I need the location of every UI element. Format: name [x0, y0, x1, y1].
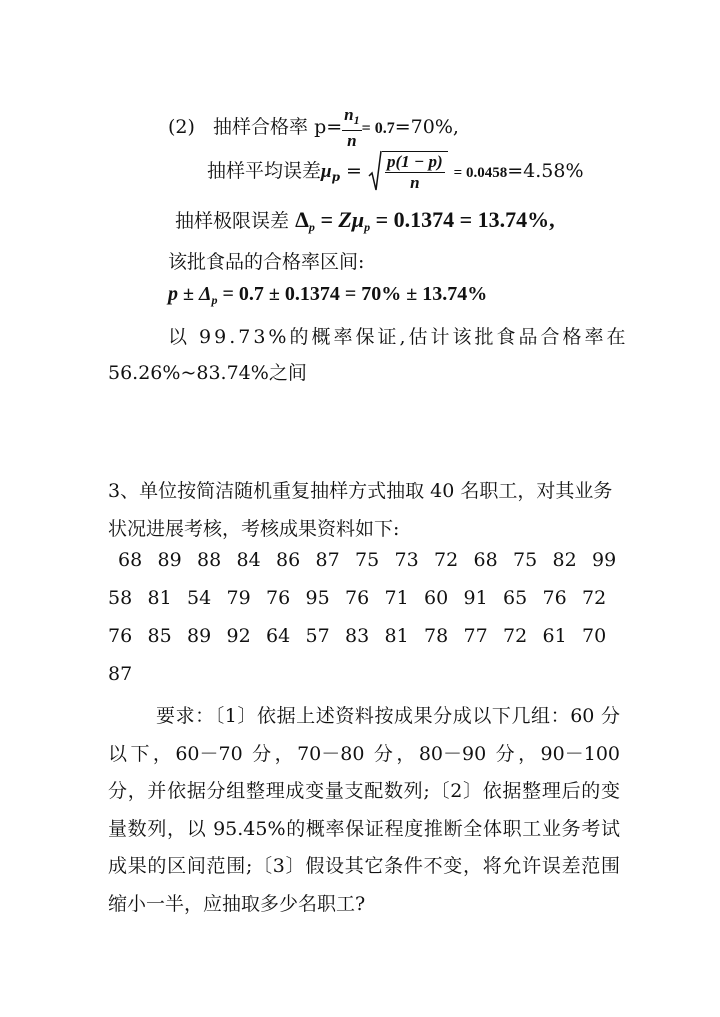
sampling-rate-percent: =70%,	[394, 116, 459, 138]
line-conclusion-range: 56.26%~83.74%之间	[108, 362, 307, 384]
question3-intro: 3、单位按简洁随机重复抽样方式抽取 40 名职工，对其业务	[108, 480, 613, 502]
score-value: 76	[266, 587, 291, 609]
score-value: 86	[276, 549, 301, 571]
score-value: 87	[315, 549, 340, 571]
score-value: 76	[542, 587, 567, 609]
score-value: 99	[592, 549, 617, 571]
mean-error-value: = 0.0458	[453, 165, 508, 181]
sampling-rate-value: = 0.7	[361, 120, 395, 137]
score-value: 57	[305, 625, 330, 647]
score-value: 87	[108, 663, 133, 685]
score-value: 71	[384, 587, 409, 609]
score-row-3	[108, 625, 622, 647]
line-sampling-rate	[168, 105, 459, 151]
score-value: 72	[582, 587, 607, 609]
score-value: 77	[463, 625, 488, 647]
score-value: 72	[434, 549, 459, 571]
limit-error-formula: $\Delta_p = Z\mu_p = 0.1374 = 13.74\%$,	[295, 207, 555, 234]
line-mean-error: 抽样平均误差$\mu_p$ = $\frac{p(1 - p)}{n}$ = 0.0458=4.58%	[207, 152, 584, 192]
score-value: 82	[552, 549, 577, 571]
score-value: 92	[226, 625, 251, 647]
limit-error-label: 抽样极限误差	[175, 210, 290, 232]
score-value: 78	[424, 625, 449, 647]
score-value: 70	[582, 625, 607, 647]
score-value: 68	[473, 549, 498, 571]
score-value: 75	[513, 549, 538, 571]
score-value: 79	[226, 587, 251, 609]
score-value: 73	[394, 549, 419, 571]
question3-intro-cont: 状况进展考核，考核成果资料如下:	[108, 518, 400, 540]
score-value: 54	[187, 587, 212, 609]
score-value: 89	[157, 549, 182, 571]
score-value: 68	[118, 549, 143, 571]
score-value: 64	[266, 625, 291, 647]
score-value: 58	[108, 587, 133, 609]
sampling-rate-label: 抽样合格率 p=	[213, 116, 343, 138]
line-conclusion: 以 99.73%的概率保证,估计该批食品合格率在	[168, 326, 629, 348]
score-value: 95	[305, 587, 330, 609]
score-value: 89	[187, 625, 212, 647]
score-value: 81	[384, 625, 409, 647]
score-value: 65	[503, 587, 528, 609]
score-value: 81	[147, 587, 172, 609]
score-value: 84	[236, 549, 261, 571]
line-interval-heading: 该批食品的合格率区间:	[168, 251, 365, 273]
score-value: 72	[503, 625, 528, 647]
score-value: 85	[147, 625, 172, 647]
score-row-4	[108, 663, 148, 685]
score-value: 75	[355, 549, 380, 571]
score-value: 83	[345, 625, 370, 647]
question3-requirements: 要求：〔1〕依据上述资料按成果分成以下几组：60 分以下，60－70 分，70－80 分，80－90 分，90－100 分，并依据分组整理成变量支配数列;〔2〕依据整理后的变量数列，以 95.45%的概率保证程度推断全体职工业务考试成果的区间范围;〔3〕假设其它条件不变，将允许误差范围缩小一半，应抽取多少名职工?	[108, 705, 620, 915]
score-value: 76	[108, 625, 133, 647]
mean-error-label: 抽样平均误差	[207, 160, 322, 182]
score-row-1	[118, 549, 632, 571]
score-value: 60	[424, 587, 449, 609]
sqrt-expression: $\frac{p(1 - p)}{n}$	[368, 150, 448, 194]
score-value: 91	[463, 587, 488, 609]
part-label: (2)	[168, 116, 195, 138]
score-value: 88	[197, 549, 222, 571]
score-value: 61	[542, 625, 567, 647]
interval-formula: $p \pm \Delta_p = 0.7 \pm 0.1374 = 70\% \pm 13.74\%$	[168, 283, 488, 307]
radical-sign-icon	[368, 150, 382, 194]
line-limit-error	[175, 206, 555, 235]
score-value: 76	[345, 587, 370, 609]
score-row-2	[108, 587, 622, 609]
mean-error-percent: =4.58%	[507, 160, 584, 182]
fraction-n1-over-n: $\frac{n_1}{n}$	[344, 105, 360, 150]
